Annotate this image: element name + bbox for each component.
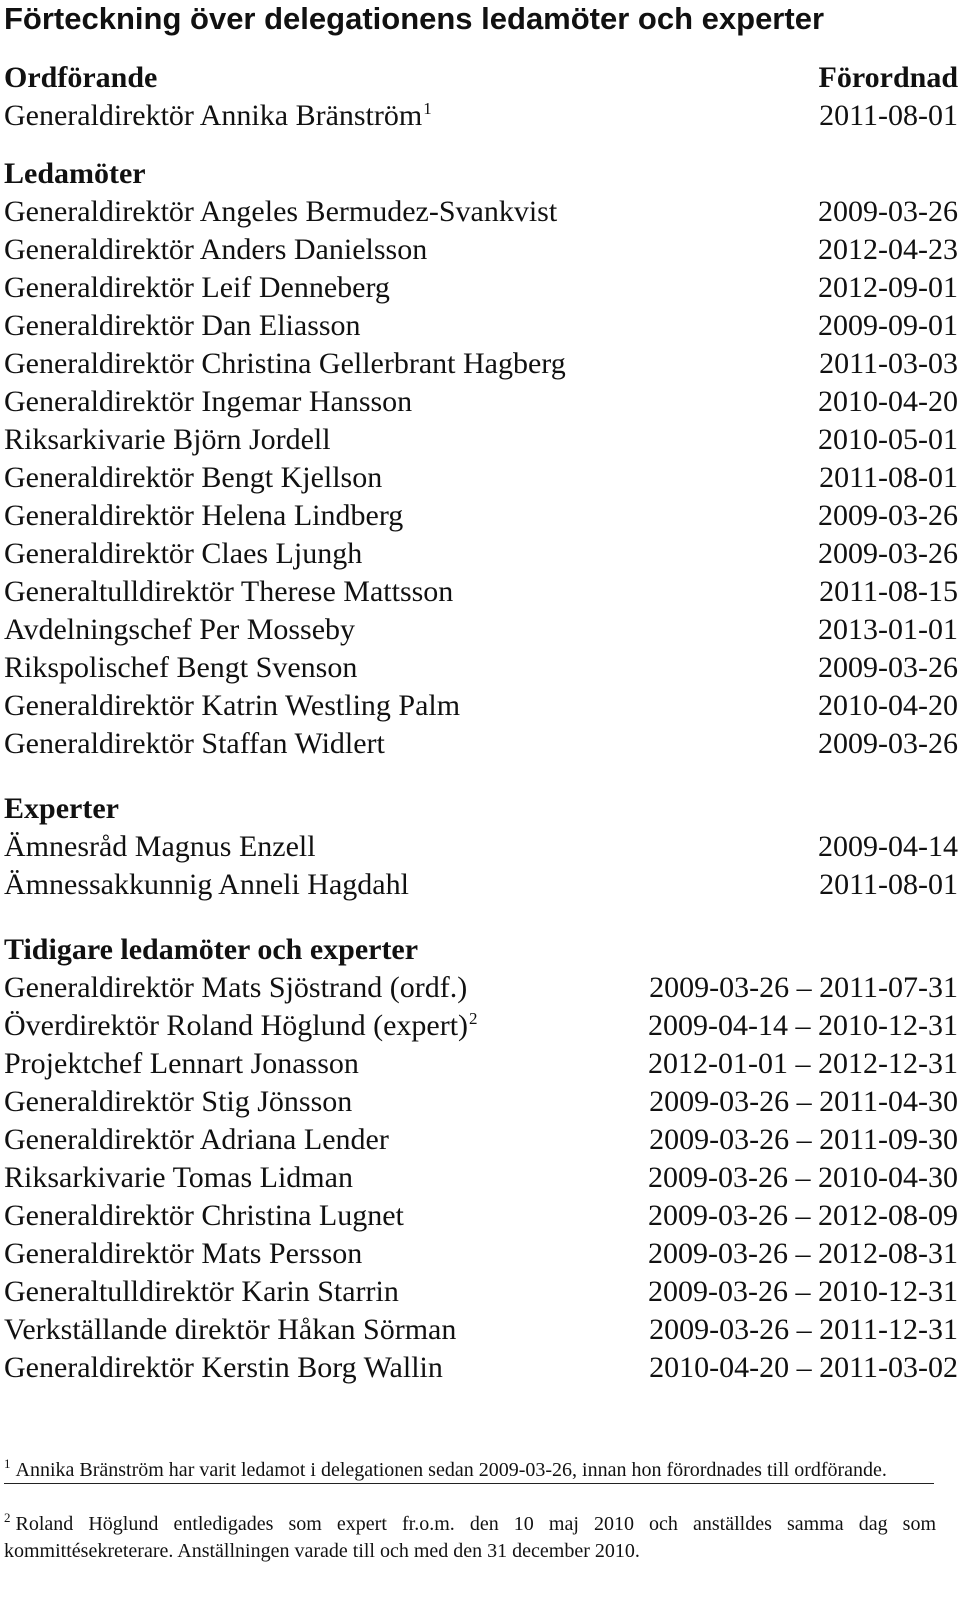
tenure-period: 2009-03-26 – 2012-08-09 — [648, 1199, 958, 1232]
former-member-name-text: Generaldirektör Mats Persson — [4, 1237, 363, 1270]
section-heading-experts — [4, 790, 119, 828]
appointment-date: 2011-08-01 — [819, 461, 958, 494]
member-name-text: Generaldirektör Angeles Bermudez-Svankvist — [4, 195, 558, 228]
tenure-period: 2009-03-26 – 2011-12-31 — [649, 1313, 958, 1346]
member-name — [4, 269, 390, 307]
member-row — [4, 383, 958, 421]
section-heading-chair-text: Ordförande — [4, 61, 158, 94]
tenure-period: 2009-03-26 – 2011-04-30 — [649, 1085, 958, 1118]
appointment-date: 2009-04-14 — [818, 830, 958, 863]
footnote-reference: 1 — [423, 99, 432, 118]
former-member-row — [4, 969, 958, 1007]
tenure-period: 2009-03-26 – 2011-09-30 — [649, 1123, 958, 1156]
member-name — [4, 97, 432, 135]
member-row — [4, 269, 958, 307]
member-row — [4, 193, 958, 231]
former-member-name — [4, 1121, 389, 1159]
tenure-period: 2009-03-26 – 2012-08-31 — [648, 1237, 958, 1270]
member-name-text: Generaldirektör Ingemar Hansson — [4, 385, 413, 418]
section-heading-chair — [4, 59, 157, 97]
appointment-date: 2011-03-03 — [819, 347, 958, 380]
member-name-text: Generaldirektör Anders Danielsson — [4, 233, 428, 266]
document-title: Förteckning över delegationens ledamöter och experter — [4, 1, 825, 36]
chair-header-row — [4, 59, 958, 97]
former-member-name-text: Generaldirektör Adriana Lender — [4, 1123, 389, 1156]
footnote-2 — [4, 1511, 936, 1565]
member-name-text: Riksarkivarie Björn Jordell — [4, 423, 331, 456]
member-name — [4, 725, 385, 763]
former-member-name — [4, 1045, 359, 1083]
member-name — [4, 535, 362, 573]
section-heading-former-text: Tidigare ledamöter och experter — [4, 933, 419, 966]
appointment-date: 2012-04-23 — [818, 233, 958, 266]
appointment-date: 2011-08-01 — [819, 99, 958, 132]
appointment-date: 2009-09-01 — [818, 309, 958, 342]
tenure-period: 2012-01-01 – 2012-12-31 — [648, 1047, 958, 1080]
appointment-date: 2009-03-26 — [818, 499, 958, 532]
member-row — [4, 345, 958, 383]
member-row — [4, 687, 958, 725]
appointment-date: 2010-05-01 — [818, 423, 958, 456]
former-member-row — [4, 1007, 958, 1045]
former-member-row — [4, 1311, 958, 1349]
appointment-date: 2010-04-20 — [818, 385, 958, 418]
member-name — [4, 307, 361, 345]
member-name — [4, 649, 357, 687]
footnote-number: 1 — [4, 1456, 11, 1471]
member-name — [4, 459, 382, 497]
expert-name-text: Ämnesråd Magnus Enzell — [4, 830, 316, 863]
member-row — [4, 307, 958, 345]
member-name-text: Rikspolischef Bengt Svenson — [4, 651, 358, 684]
section-heading-members-text: Ledamöter — [4, 157, 146, 190]
member-row — [4, 535, 958, 573]
footnote-text: Annika Bränström har varit ledamot i delegationen sedan 2009-03-26, innan hon förordnades till ordförande. — [15, 1459, 887, 1481]
member-name-text: Avdelningschef Per Mosseby — [4, 613, 356, 646]
member-row — [4, 649, 958, 687]
member-name-text: Generaldirektör Dan Eliasson — [4, 309, 361, 342]
member-name-text: Generaldirektör Helena Lindberg — [4, 499, 404, 532]
member-name — [4, 345, 566, 383]
former-member-name — [4, 1197, 404, 1235]
members-heading-row — [4, 155, 958, 193]
former-member-name — [4, 969, 467, 1007]
appointment-date: 2009-03-26 — [818, 195, 958, 228]
member-name — [4, 383, 412, 421]
footnote-number: 2 — [4, 1510, 11, 1525]
tenure-period: 2009-03-26 – 2011-07-31 — [649, 971, 958, 1004]
former-member-name — [4, 1311, 456, 1349]
member-name — [4, 687, 460, 725]
former-member-name-text: Överdirektör Roland Höglund (expert) — [4, 1009, 469, 1042]
section-heading-members — [4, 155, 146, 193]
expert-name — [4, 866, 409, 904]
member-name-text: Generaldirektör Bengt Kjellson — [4, 461, 383, 494]
section-heading-former — [4, 931, 418, 969]
former-member-row — [4, 1083, 958, 1121]
former-heading-row — [4, 931, 958, 969]
member-name-text: Generaldirektör Leif Denneberg — [4, 271, 390, 304]
footnote-text: Roland Höglund entledigades som expert fr.o.m. den 10 maj 2010 och anställdes samma dag som kommittésekreterare. Anställningen varade till och med den 31 december 2010. — [4, 1513, 936, 1562]
former-member-row — [4, 1121, 958, 1159]
former-member-name-text: Projektchef Lennart Jonasson — [4, 1047, 359, 1080]
former-member-name-text: Riksarkivarie Tomas Lidman — [4, 1161, 353, 1194]
former-member-row — [4, 1273, 958, 1311]
member-row — [4, 421, 958, 459]
former-member-name-text: Generaldirektör Christina Lugnet — [4, 1199, 404, 1232]
former-member-name — [4, 1235, 362, 1273]
member-row — [4, 611, 958, 649]
appointment-date: 2012-09-01 — [818, 271, 958, 304]
former-member-row — [4, 1045, 958, 1083]
former-member-name-text: Generaldirektör Stig Jönsson — [4, 1085, 353, 1118]
member-row — [4, 725, 958, 763]
former-member-name-text: Verkställande direktör Håkan Sörman — [4, 1313, 457, 1346]
column-heading-appointed: Förordnad — [818, 61, 958, 94]
expert-row — [4, 828, 958, 866]
experts-heading-row — [4, 790, 958, 828]
former-member-name — [4, 1273, 399, 1311]
tenure-period: 2009-03-26 – 2010-12-31 — [648, 1275, 958, 1308]
former-member-row — [4, 1159, 958, 1197]
former-member-name — [4, 1349, 443, 1387]
member-row — [4, 573, 958, 611]
footnote-reference: 2 — [469, 1009, 478, 1028]
expert-row — [4, 866, 958, 904]
former-member-name-text: Generaldirektör Kerstin Borg Wallin — [4, 1351, 443, 1384]
appointment-date: 2009-03-26 — [818, 537, 958, 570]
member-name-text: Generaldirektör Christina Gellerbrant Hagberg — [4, 347, 566, 380]
member-name-text: Generaldirektör Katrin Westling Palm — [4, 689, 461, 722]
member-name-text: Generaldirektör Staffan Widlert — [4, 727, 385, 760]
former-member-row — [4, 1197, 958, 1235]
member-name — [4, 497, 403, 535]
member-name — [4, 421, 331, 459]
appointment-date: 2011-08-15 — [819, 575, 958, 608]
former-member-name — [4, 1007, 478, 1045]
appointment-date: 2011-08-01 — [819, 868, 958, 901]
expert-name-text: Ämnessakkunnig Anneli Hagdahl — [4, 868, 409, 901]
member-row — [4, 231, 958, 269]
member-row — [4, 459, 958, 497]
member-name — [4, 611, 355, 649]
former-member-name-text: Generaldirektör Mats Sjöstrand (ordf.) — [4, 971, 468, 1004]
member-name-text: Generaltulldirektör Therese Mattsson — [4, 575, 454, 608]
former-member-name — [4, 1159, 353, 1197]
tenure-period: 2009-04-14 – 2010-12-31 — [648, 1009, 958, 1042]
member-name-text: Generaldirektör Claes Ljungh — [4, 537, 363, 570]
member-name-text: Generaldirektör Annika Bränström — [4, 99, 423, 132]
chair-row — [4, 97, 958, 135]
member-name — [4, 573, 453, 611]
appointment-date: 2009-03-26 — [818, 651, 958, 684]
tenure-period: 2009-03-26 – 2010-04-30 — [648, 1161, 958, 1194]
appointment-date: 2013-01-01 — [818, 613, 958, 646]
appointment-date: 2009-03-26 — [818, 727, 958, 760]
footnote-1 — [4, 1457, 936, 1484]
tenure-period: 2010-04-20 – 2011-03-02 — [649, 1351, 958, 1384]
expert-name — [4, 828, 316, 866]
former-member-row — [4, 1235, 958, 1273]
member-row — [4, 497, 958, 535]
section-heading-experts-text: Experter — [4, 792, 119, 825]
former-member-row — [4, 1349, 958, 1387]
appointment-date: 2010-04-20 — [818, 689, 958, 722]
member-name — [4, 193, 557, 231]
former-member-name-text: Generaltulldirektör Karin Starrin — [4, 1275, 399, 1308]
member-name — [4, 231, 427, 269]
former-member-name — [4, 1083, 352, 1121]
